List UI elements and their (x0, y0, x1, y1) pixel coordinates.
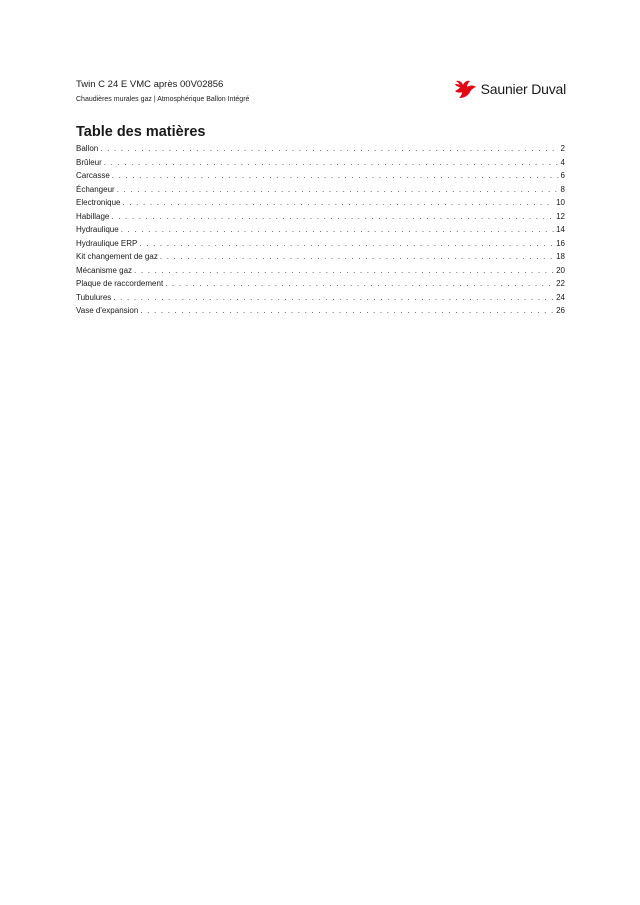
brand-name: Saunier Duval (480, 81, 566, 97)
toc-entry-label[interactable]: Vase d'expansion (76, 306, 139, 315)
toc-entry-page-number[interactable]: 24 (556, 292, 565, 302)
toc-entry-label[interactable]: Tubulures (76, 292, 112, 302)
toc-entry-label[interactable]: Plaque de raccordement (76, 279, 164, 288)
toc-entry-label[interactable]: Hydraulique (76, 225, 119, 234)
toc-dot-leader (111, 210, 554, 224)
toc-entry-page-number[interactable]: 4 (560, 157, 565, 167)
toc-dot-leader (134, 264, 554, 278)
toc-entry[interactable] (76, 183, 565, 197)
toc-dot-leader (160, 250, 554, 264)
document-subtitle: Chaudières murales gaz | Atmosphérique Ballon Intégré (76, 96, 250, 103)
toc-entry-label[interactable]: Brûleur (76, 157, 102, 167)
saunier-duval-bird-logo-icon (453, 79, 477, 99)
toc-entry[interactable] (76, 237, 565, 251)
toc-entry-page-number[interactable]: 16 (556, 238, 565, 248)
toc-entry[interactable] (76, 223, 565, 237)
toc-entry-page-number[interactable]: 14 (556, 225, 565, 234)
toc-dot-leader (104, 156, 559, 170)
toc-entry-page-number[interactable]: 18 (556, 252, 565, 261)
toc-entry-page-number[interactable]: 2 (560, 144, 565, 153)
toc-entry-label[interactable]: Electronique (76, 198, 121, 207)
toc-entry[interactable] (76, 196, 565, 210)
document-title: Twin C 24 E VMC après 00V02856 (76, 79, 224, 90)
toc-entry[interactable] (76, 142, 565, 156)
toc-entry-page-number[interactable]: 20 (556, 265, 565, 275)
toc-dot-leader (140, 304, 554, 318)
toc-entry-label[interactable]: Carcasse (76, 171, 110, 180)
toc-entry-page-number[interactable]: 8 (560, 184, 565, 194)
toc-dot-leader (165, 277, 554, 291)
toc-dot-leader (122, 196, 554, 210)
toc-dot-leader (139, 237, 554, 251)
toc-entry-label[interactable]: Hydraulique ERP (76, 238, 138, 248)
toc-entry[interactable] (76, 156, 565, 170)
toc-entry[interactable] (76, 277, 565, 291)
toc-entry[interactable] (76, 169, 565, 183)
toc-dot-leader (117, 183, 559, 197)
toc-entry-label[interactable]: Mécanisme gaz (76, 265, 133, 275)
brand-logo (453, 79, 566, 99)
toc-dot-leader (113, 291, 554, 305)
toc-entry[interactable] (76, 304, 565, 318)
toc-entry-label[interactable]: Échangeur (76, 184, 115, 194)
toc-entry-page-number[interactable]: 22 (556, 279, 565, 288)
toc-entry-page-number[interactable]: 12 (556, 211, 565, 221)
toc-entry[interactable] (76, 264, 565, 278)
toc-entry-label[interactable]: Ballon (76, 144, 99, 153)
toc-heading: Table des matières (76, 124, 206, 140)
toc-entry-label[interactable]: Kit changement de gaz (76, 252, 158, 261)
toc-dot-leader (112, 169, 559, 183)
toc-entry-page-number[interactable]: 10 (556, 198, 565, 207)
toc-entry[interactable] (76, 250, 565, 264)
page-header (76, 79, 566, 105)
toc-entry-label[interactable]: Habillage (76, 211, 110, 221)
toc-entry[interactable] (76, 210, 565, 224)
toc-entry-page-number[interactable]: 26 (556, 306, 565, 315)
table-of-contents (76, 142, 565, 318)
toc-dot-leader (121, 223, 554, 237)
toc-dot-leader (100, 142, 558, 156)
toc-entry[interactable] (76, 291, 565, 305)
toc-entry-page-number[interactable]: 6 (560, 171, 565, 180)
